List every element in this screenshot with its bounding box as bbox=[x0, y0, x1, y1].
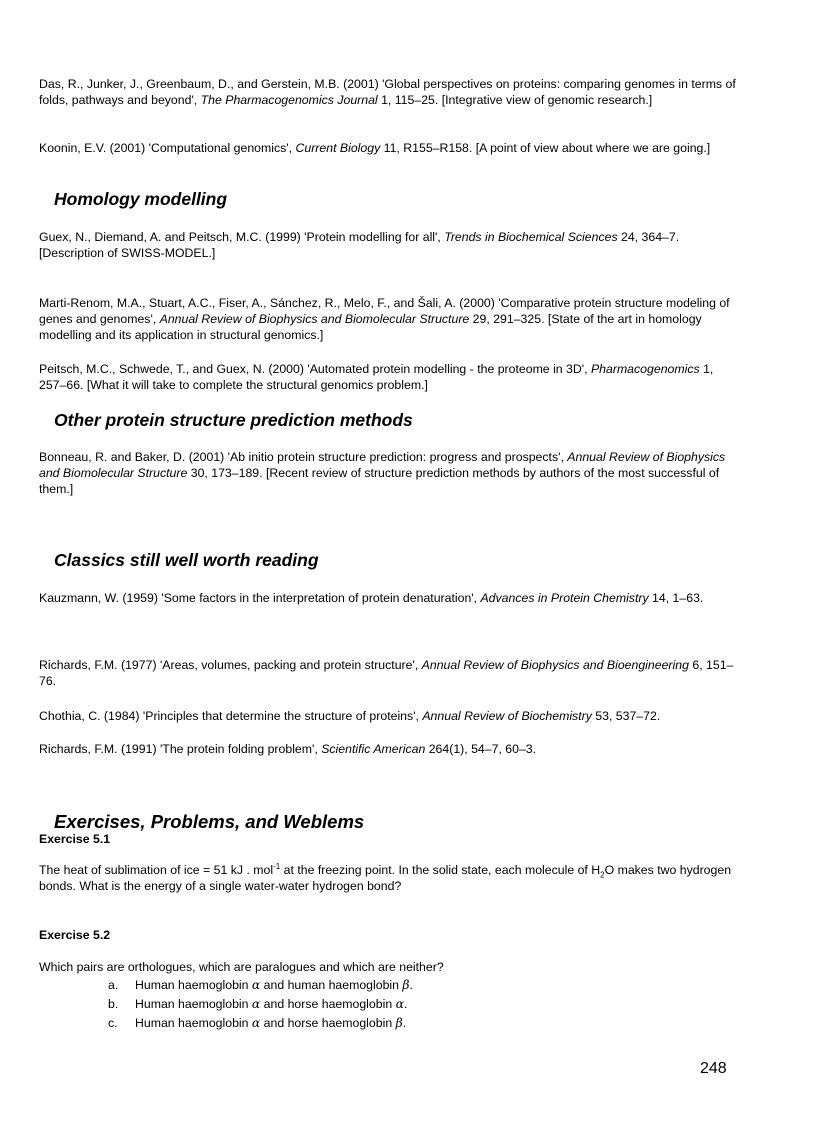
reference-text: 53, 537–72. bbox=[591, 709, 661, 723]
superscript: -1 bbox=[273, 861, 281, 871]
journal-name: Annual Review of Biophysics and Biomolecular Structure bbox=[39, 450, 726, 480]
list-marker: c. bbox=[108, 1016, 118, 1030]
section-heading-other-methods: Other protein structure prediction methods bbox=[54, 410, 413, 430]
reference-das-2001 bbox=[39, 76, 739, 108]
reference-text: Kauzmann, W. (1959) 'Some factors in the interpretation of protein denaturation', bbox=[39, 591, 481, 605]
exercise-text: The heat of sublimation of ice = 51 kJ . mol bbox=[39, 863, 274, 877]
greek-letter: β bbox=[395, 1016, 403, 1030]
item-text: Human haemoglobin bbox=[135, 978, 252, 992]
exercise-text: at the freezing point. In the solid state, each molecule of H bbox=[280, 863, 601, 877]
reference-text: 24, 364–7. [Description of SWISS-MODEL.] bbox=[39, 230, 680, 260]
reference-text: Marti-Renom, M.A., Stuart, A.C., Fiser, A., Sánchez, R., Melo, F., and Šali, A. (2000) 'Comparative protein structure modeling of genes and genomes', bbox=[39, 296, 730, 326]
greek-letter: α bbox=[251, 978, 261, 992]
exercise-5-1-label: Exercise 5.1 bbox=[39, 832, 111, 846]
item-text: . bbox=[402, 1016, 407, 1030]
reference-text: Bonneau, R. and Baker, D. (2001) 'Ab initio protein structure prediction: progress and prospects', bbox=[39, 450, 568, 464]
list-item bbox=[108, 976, 413, 995]
list-item bbox=[108, 995, 413, 1014]
list-item bbox=[108, 1014, 413, 1033]
reference-text: Peitsch, M.C., Schwede, T., and Guex, N. (2000) 'Automated protein modelling - the proteome in 3D', bbox=[39, 362, 591, 376]
item-text: and horse haemoglobin bbox=[260, 997, 396, 1011]
greek-letter: α bbox=[395, 997, 404, 1011]
item-text: and horse haemoglobin bbox=[260, 1016, 396, 1030]
journal-name: Scientific American bbox=[321, 742, 426, 756]
journal-name: Annual Review of Biophysics and Biomolecular Structure bbox=[159, 312, 470, 326]
greek-letter: α bbox=[251, 997, 261, 1011]
section-heading-exercises: Exercises, Problems, and Weblems bbox=[54, 811, 365, 832]
reference-text: Richards, F.M. (1977) 'Areas, volumes, packing and protein structure', bbox=[39, 658, 422, 672]
reference-text: 1, 257–66. [What it will take to complete the structural genomics problem.] bbox=[39, 362, 714, 392]
exercise-5-1-text bbox=[39, 862, 739, 894]
list-marker: b. bbox=[108, 997, 119, 1011]
exercise-5-2-label: Exercise 5.2 bbox=[39, 928, 111, 942]
item-text: and human haemoglobin bbox=[260, 978, 403, 992]
reference-kauzmann-1959 bbox=[39, 590, 739, 606]
reference-peitsch-2000 bbox=[39, 361, 739, 393]
reference-text: 14, 1–63. bbox=[648, 591, 704, 605]
journal-name: Annual Review of Biophysics and Bioengineering bbox=[421, 658, 689, 672]
greek-letter: β bbox=[402, 978, 410, 992]
exercise-5-2-list bbox=[108, 976, 413, 1033]
item-text: Human haemoglobin bbox=[135, 997, 252, 1011]
item-text: Human haemoglobin bbox=[135, 1016, 252, 1030]
exercise-5-2-question: Which pairs are orthologues, which are paralogues and which are neither? bbox=[39, 960, 444, 974]
item-text: . bbox=[409, 978, 413, 992]
reference-richards-1991 bbox=[39, 741, 739, 757]
journal-name: Advances in Protein Chemistry bbox=[480, 591, 649, 605]
reference-marti-renom-2000 bbox=[39, 295, 739, 343]
reference-text: 6, 151–76. bbox=[39, 658, 734, 688]
journal-name: The Pharmacogenomics Journal bbox=[200, 93, 378, 107]
page-number: 248 bbox=[700, 1060, 727, 1077]
reference-text: Guex, N., Diemand, A. and Peitsch, M.C. (1999) 'Protein modelling for all', bbox=[39, 230, 445, 244]
reference-guex-1999 bbox=[39, 229, 739, 261]
reference-text: Koonin, E.V. (2001) 'Computational genomics', bbox=[39, 141, 296, 155]
journal-name: Current Biology bbox=[295, 141, 381, 155]
reference-richards-1977 bbox=[39, 657, 739, 689]
reference-text: Chothia, C. (1984) 'Principles that determine the structure of proteins', bbox=[39, 709, 423, 723]
reference-text: 11, R155–R158. [A point of view about where we are going.] bbox=[380, 141, 711, 155]
greek-letter: α bbox=[251, 1016, 261, 1030]
reference-koonin-2001 bbox=[39, 140, 739, 156]
reference-text: Richards, F.M. (1991) 'The protein folding problem', bbox=[39, 742, 322, 756]
journal-name: Annual Review of Biochemistry bbox=[422, 709, 592, 723]
section-heading-classics: Classics still well worth reading bbox=[54, 550, 319, 570]
reference-bonneau-2001 bbox=[39, 449, 739, 497]
subscript: 2 bbox=[600, 870, 605, 880]
item-text: . bbox=[403, 997, 408, 1011]
reference-text: 29, 291–325. [State of the art in homology modelling and its application in structural genomics.] bbox=[39, 312, 702, 342]
reference-text: 1, 115–25. [Integrative view of genomic research.] bbox=[377, 93, 653, 107]
reference-text: Das, R., Junker, J., Greenbaum, D., and Gerstein, M.B. (2001) 'Global perspectives on proteins: comparing genomes in terms of folds, pathways and beyond', bbox=[39, 77, 736, 107]
journal-name: Pharmacogenomics bbox=[590, 362, 700, 376]
journal-name: Trends in Biochemical Sciences bbox=[444, 230, 618, 244]
exercise-text: O makes two hydrogen bonds. What is the energy of a single water-water hydrogen bond? bbox=[39, 863, 732, 893]
list-marker: a. bbox=[108, 978, 119, 992]
section-heading-homology-modelling: Homology modelling bbox=[54, 189, 228, 209]
reference-text: 264(1), 54–7, 60–3. bbox=[425, 742, 537, 756]
reference-text: 30, 173–189. [Recent review of structure prediction methods by authors of the most successful of them.] bbox=[39, 466, 720, 496]
reference-chothia-1984 bbox=[39, 708, 739, 724]
